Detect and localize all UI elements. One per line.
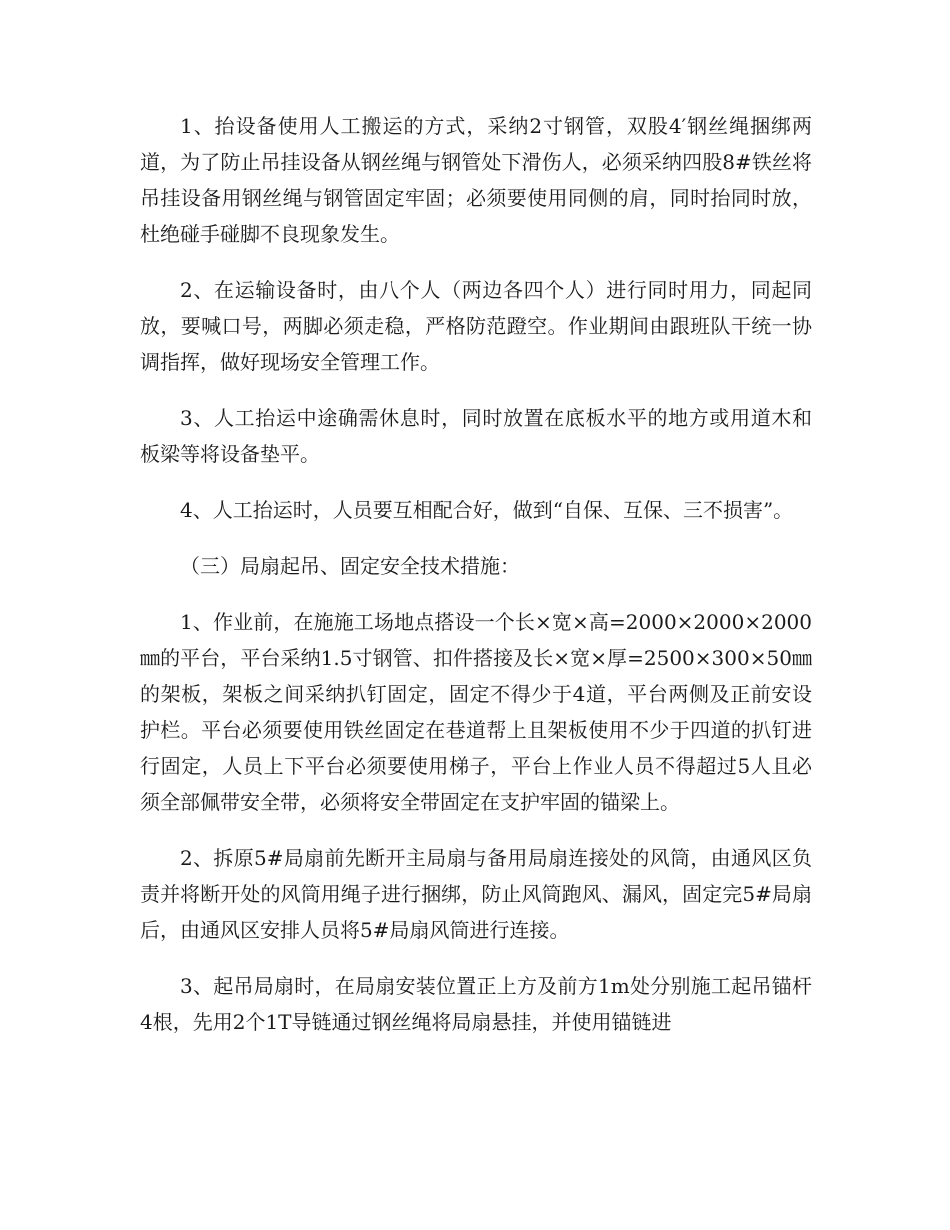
paragraph-dismantle: 2、拆原5#局扇前先断开主局扇与备用局扇连接处的风筒，由通风区负责并将断开处的风筒用绳子进行捆绑，防止风筒跑风、漏风，固定完5#局扇后，由通风区安排人员将5#局扇风筒进行连接。 — [140, 846, 812, 942]
paragraph-transport: 2、在运输设备时，由八个人（两边各四个人）进行同时用力，同起同放，要喊口号，两脚必须走稳，严格防范蹬空。作业期间由跟班队干统一协调指挥，做好现场安全管理工作。 — [140, 278, 812, 374]
document-body — [140, 108, 812, 1060]
paragraph-rest: 3、人工抬运中途确需休息时，同时放置在底板水平的地方或用道木和板梁等将设备垫平。 — [140, 406, 812, 466]
paragraph-hoisting: 3、起吊局扇时，在局扇安装位置正上方及前方1m处分别施工起吊锚杆4根，先用2个1T导链通过钢丝绳将局扇悬挂，并使用锚链进 — [140, 974, 812, 1034]
paragraph-platform: 1、作业前，在施施工场地点搭设一个长×宽×高=2000×2000×2000㎜的平台，平台采纳1.5寸钢管、扣件搭接及长×宽×厚=2500×300×50㎜的架板，架板之间采纳扒钉固定，固定不得少于4道，平台两侧及正前安设护栏。平台必须要使用铁丝固定在巷道帮上且架板使用不少于四道的扒钉进行固定，人员上下平台必须要使用梯子，平台上作业人员不得超过5人且必须全部佩带安全带，必须将安全带固定在支护牢固的锚梁上。 — [140, 610, 812, 814]
paragraph-lifting-method: 1、抬设备使用人工搬运的方式，采纳2寸钢管，双股4′钢丝绳捆绑两道，为了防止吊挂设备从钢丝绳与钢管处下滑伤人，必须采纳四股8#铁丝将吊挂设备用钢丝绳与钢管固定牢固；必须要使用同侧的肩，同时抬同时放，杜绝碰手碰脚不良现象发生。 — [140, 114, 812, 246]
section-heading: （三）局扇起吊、固定安全技术措施： — [180, 554, 520, 578]
paragraph-cooperation: 4、人工抬运时，人员要互相配合好，做到“自保、互保、三不损害”。 — [180, 498, 794, 522]
